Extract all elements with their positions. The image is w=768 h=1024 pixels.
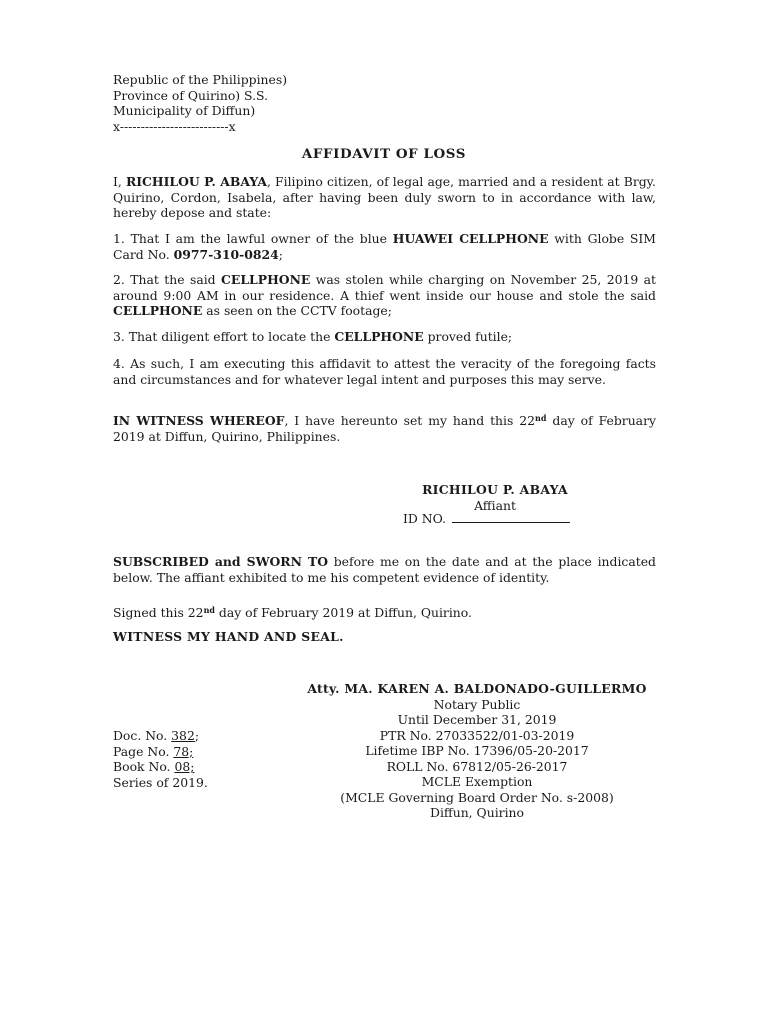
affiant-name: RICHILOU P. ABAYA: [422, 482, 568, 497]
item3-b: CELLPHONE: [334, 329, 424, 344]
notary-title: Notary Public: [433, 696, 521, 712]
item1-device: HUAWEI CELLPHONE: [392, 231, 549, 246]
intro-name: RICHILOU P. ABAYA: [125, 174, 267, 189]
doc-no: [113, 728, 208, 744]
intro-paragraph: [113, 174, 656, 221]
book-no: [113, 759, 208, 775]
subscribed-paragraph: [113, 554, 656, 585]
page-no-label: Page No.: [113, 743, 174, 759]
item2-d: CELLPHONE: [113, 303, 203, 318]
book-no-value: 08;: [174, 759, 195, 774]
affiant-id-label: ID NO.: [403, 511, 446, 526]
item-1-paragraph: [113, 231, 656, 262]
item-3-paragraph: [113, 329, 656, 345]
subscribed-heading: SUBSCRIBED and SWORN TO: [113, 554, 329, 569]
venue-province: Province of Quirino) S.S.: [113, 87, 269, 103]
witness-b: , I have hereunto set my hand this 22: [284, 413, 536, 428]
venue-block: [113, 72, 413, 134]
item1-sim-number: 0977-310-0824: [173, 246, 279, 262]
item2-b: CELLPHONE: [221, 272, 311, 287]
affiant-id-blank: [452, 511, 570, 523]
witness-paragraph: [113, 413, 656, 444]
item-4-paragraph: 4. As such, I am executing this affidavit to attest the veracity of the foregoing facts and circumstances and for whatever legal intent and purposes this may serve.: [113, 356, 656, 387]
item1-e: ;: [278, 246, 283, 262]
document-title: AFFIDAVIT OF LOSS: [301, 146, 467, 162]
signed-paragraph: [113, 605, 656, 621]
notary-place: Diffun, Quirino: [430, 805, 524, 820]
notary-roll: ROLL No. 67812/05-26-2017: [386, 758, 568, 774]
venue-republic: Republic of the Philippines): [113, 72, 288, 87]
affiant-signature-block: [350, 482, 640, 513]
signed-b: day of February 2019 at Diffun, Quirino.: [214, 605, 472, 620]
page-no-value: 78;: [173, 743, 194, 759]
intro-pre: I,: [113, 174, 126, 189]
item1-c: with Globe SIM Card No.: [113, 231, 656, 262]
notarial-register-block: [113, 728, 208, 790]
signed-a: Signed this 22: [113, 605, 204, 620]
item3-a: 3. That diligent effort to locate the: [113, 329, 335, 344]
witness-c: day of February 2019 at Diffun, Quirino, Philippines.: [113, 413, 656, 444]
witness-heading: IN WITNESS WHEREOF: [113, 413, 285, 428]
venue-municipality: Municipality of Diffun): [113, 103, 256, 118]
item2-c: was stolen while charging on November 25, 2019 at around 9:00 AM in our residence. A thief went inside our house and stole the said: [113, 272, 657, 303]
notary-order: (MCLE Governing Board Order No. s-2008): [340, 789, 614, 805]
doc-no-value: 382: [171, 728, 195, 743]
affiant-role: Affiant: [474, 497, 516, 513]
item2-a: 2. That the said: [113, 272, 222, 287]
item1-a: 1. That I am the lawful owner of the blue: [113, 231, 393, 246]
book-no-label: Book No.: [113, 759, 175, 774]
notary-name: Atty. MA. KAREN A. BALDONADO-GUILLERMO: [307, 681, 647, 696]
venue-separator: x--------------------------x: [113, 118, 236, 134]
seal-line: WITNESS MY HAND AND SEAL.: [113, 629, 344, 644]
witness-sup: nd: [535, 413, 547, 423]
notary-mcle: MCLE Exemption: [421, 774, 533, 789]
doc-no-end: ;: [194, 728, 200, 743]
intro-post: , Filipino citizen, of legal age, married and a resident at Brgy. Quirino, Cordon, Isabela, after having been duly sworn to in accordance with law, hereby depose and state:: [113, 174, 656, 220]
notary-block: [282, 681, 672, 821]
doc-no-label: Doc. No.: [113, 728, 172, 743]
item-2-paragraph: [113, 272, 656, 319]
series-year: Series of 2019.: [113, 774, 208, 790]
notary-ptr: PTR No. 27033522/01-03-2019: [379, 727, 575, 743]
notary-until: Until December 31, 2019: [397, 712, 557, 727]
subscribed-b: before me on the date and at the place indicated below. The affiant exhibited to me his competent evidence of identity.: [113, 554, 656, 585]
affiant-id-line: [403, 511, 570, 527]
notary-ibp: Lifetime IBP No. 17396/05-20-2017: [365, 743, 589, 758]
signed-sup: nd: [203, 605, 215, 615]
item3-c: proved futile;: [423, 329, 513, 344]
page-no: [113, 744, 208, 760]
item2-e: as seen on the CCTV footage;: [202, 303, 392, 318]
